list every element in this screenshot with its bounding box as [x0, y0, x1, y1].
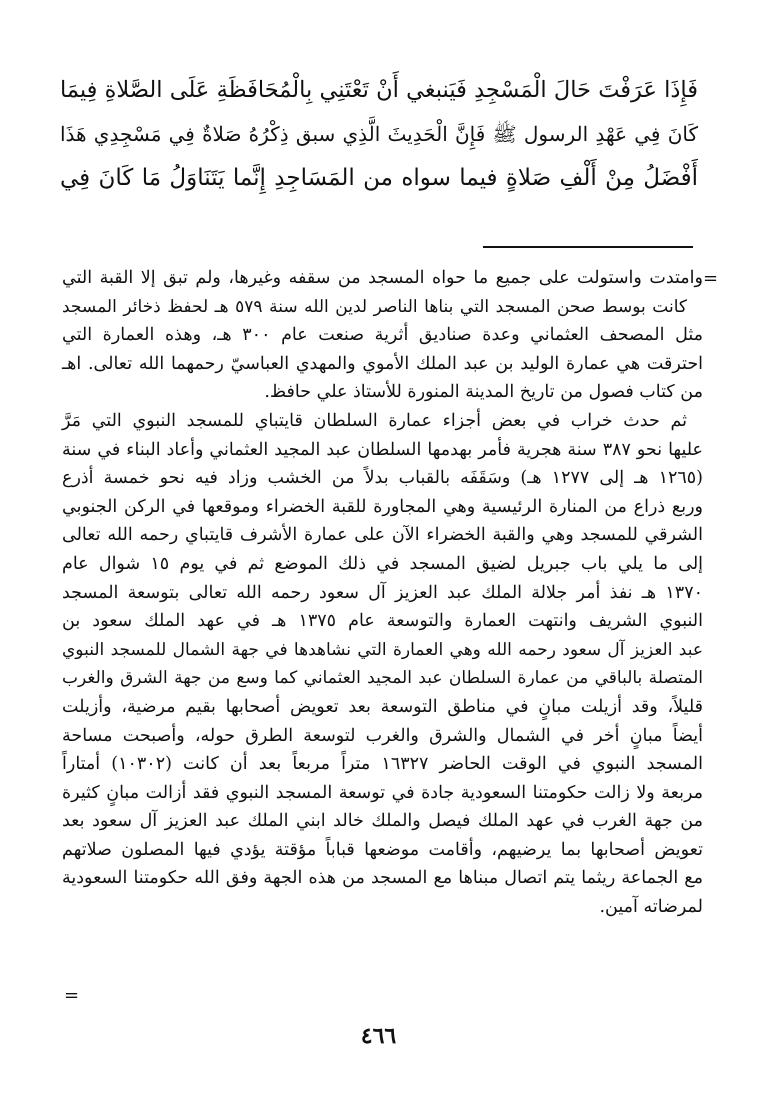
footnote-block: [62, 264, 703, 922]
footnote-line: إلى ما يلي باب جبريل لضيق المسجد في ذلك الموضع ثم في يوم ١٥ شوال عام: [62, 553, 704, 574]
footnote-line: أيضاً مبانٍ أخر في الشمال والشرق والغرب لتوسعة الطرق حوله، وأصبحت مساحة: [62, 725, 703, 746]
footnote-line: احترقت هي عمارة الوليد بن عبد الملك الأموي والمهدي العباسيّ رحمهما الله تعالى. اهـ: [62, 353, 703, 374]
footnote-line: عليها نحو ٣٨٧ سنة هجرية فأمر بهدمها السلطان عبد المجيد العثماني وأعاد البناء في سنة: [62, 439, 703, 460]
footnote-separator: [483, 246, 693, 248]
footnote-line: ١٣٧٠ هـ نفذ أمر جلالة الملك عبد العزيز آل سعود رحمه الله تعالى بتوسعة المسجد: [62, 582, 703, 603]
footnote-line: الشرقي للمسجد وهي والقبة الخضراء الآن على عمارة الأشرف قايتباي رحمه الله تعالى: [62, 525, 703, 546]
footnote-line: من جهة الغرب في عهد الملك فيصل والملك خالد ابني الملك عبد العزيز آل سعود بعد: [62, 811, 703, 832]
footnote-line: النبوي الشريف وانتهت العمارة والتوسعة عام ١٣٧٥ هـ في عهد الملك سعود بن: [62, 611, 703, 632]
footnote-line: (١٢٦٥ هـ إلى ١٢٧٧ هـ) وسَقَفَه بالقباب بدلاً من الخشب وزاد فيه نحو خمسة أذرع: [62, 468, 703, 489]
footnote-line: تعويض أصحابها بما يرضيهم، وأقامت موضعها قباباً مؤقتة يؤدي فيها المصلون صلاتهم: [62, 839, 703, 860]
footnote-line: المتصلة بالباقي من عمارة السلطان عبد المجيد العثماني كما وسع من جهة الشرق والغرب: [62, 668, 703, 689]
footnote-line: كانت بوسط صحن المسجد التي بناها الناصر لدين الله سنة ٥٧٩ هـ لحفظ ذخائر المسجد: [62, 296, 687, 317]
footnote-line: مع الجماعة ريثما يتم اتصال مبناها مع المسجد من هذه الجهة وفق الله حكومتنا السعودية: [62, 868, 703, 889]
footnote-continuation-mark-start: =: [703, 268, 719, 289]
footnote-line: قليلاً، وقد أزيلت مبانٍ في مناطق التوسعة بعد تعويض أصحابها بقيم مرضية، وأزيلت: [62, 696, 703, 717]
footnote-line: عبد العزيز آل سعود رحمه الله وهي العمارة التي نشاهدها في جهة الشمال للمسجد النبوي: [62, 639, 703, 660]
footnote-line: ثم حدث خراب في بعض أجزاء عمارة السلطان قايتباي للمسجد النبوي التي مَرَّ: [62, 410, 687, 431]
footnote-line: وامتدت واستولت على جميع ما حواه المسجد من سقفه وغيرها، ولم تبق إلا القبة التي: [62, 268, 703, 288]
main-text-line: فَإِذَا عَرَفْتَ حَالَ الْمَسْجِدِ فَيَنبغي أَنْ تَعْتَنِي بِالْمُحَافَظَةِ عَلَى الصَّلاةِ فِيمَا: [60, 77, 698, 103]
footnote-line: لمرضاته آمين.: [599, 897, 703, 918]
footnote-line: مربعة ولا زالت حكومتنا السعودية جادة في توسعة المسجد النبوي فقد أزالت مبانٍ كثيرة: [62, 782, 703, 803]
footnote-line: المسجد النبوي في الوقت الحاضر ١٦٣٢٧ متراً مربعاً بعد أن كانت (١٠٣٠٢) أمتاراً: [62, 754, 703, 775]
main-text-line: أَفْضَلُ مِنْ أَلْفِ صَلاةٍ فيما سواه من المَسَاجِدِ إِنَّما يَتَنَاوَلُ مَا كَانَ فِي: [60, 165, 698, 191]
footnote-continuation-mark-end: =: [64, 985, 80, 1006]
footnote-line: من كتاب فصول من تاريخ المدينة المنورة للأستاذ علي حافظ.: [264, 382, 703, 403]
main-text-line: كَانَ فِي عَهْدِ الرسول ﷺ فَإِنَّ الْحَدِيثَ الَّذِي سبق ذِكْرُهُ صَلاةٌ فِي مَسْجِدِي هَذَا: [60, 122, 698, 146]
footnote-line: وربع ذراع من المنارة الرئيسية وهي المجاورة للقبة الخضراء وموقعها في الركن الجنوبي: [62, 496, 703, 517]
main-text-block: [60, 68, 698, 200]
page-number: ٤٦٦: [360, 1023, 397, 1049]
footnote-line: مثل المصحف العثماني وعدة صناديق أثرية صنعت عام ٣٠٠ هـ، وهذه العمارة التي: [62, 325, 703, 346]
